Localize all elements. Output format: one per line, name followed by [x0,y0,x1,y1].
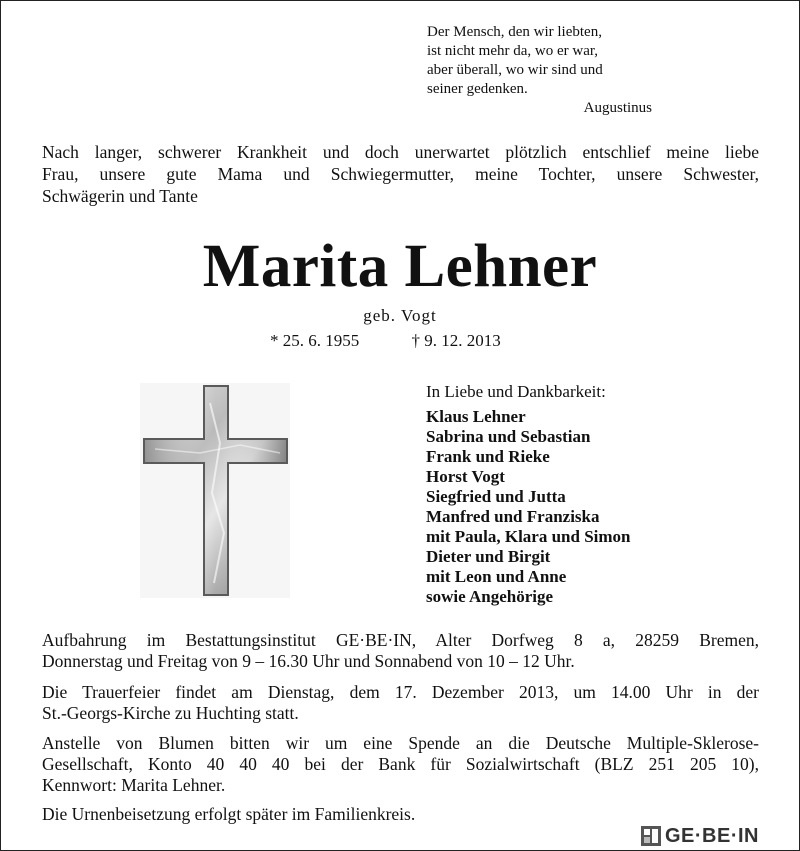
epigraph-quote [427,23,707,118]
mourner-name: Manfred und Franziska [426,507,600,526]
birth-date: * 25. 6. 1955 [270,331,360,350]
death-date: † 9. 12. 2013 [411,331,501,350]
paragraph-line: Die Trauerfeier findet am Dienstag, dem 17. Dezember 2013, um 14.00 Uhr in der [42,682,759,702]
paragraph-line: St.-Georgs-Kirche zu Huchting statt. [42,703,299,723]
viewing-paragraph [42,630,759,672]
paragraph-line: Gesellschaft, Konto 40 40 40 bei der Bank für Sozialwirtschaft (BLZ 251 205 10), [42,754,759,774]
quote-line: aber überall, wo wir sind und [427,62,603,78]
deceased-name: Marita Lehner [202,233,598,300]
service-paragraph [42,682,759,724]
logo-mark-icon [641,826,661,846]
mourner-name: Horst Vogt [426,467,505,486]
paragraph-line: Aufbahrung im Bestattungsinstitut GE·BE·IN, Alter Dorfweg 8 a, 28259 Bremen, [42,630,759,650]
mourner-name: mit Leon und Anne [426,567,567,586]
mourner-name: Frank und Rieke [426,447,550,466]
quote-line: Der Mensch, den wir liebten, [427,24,602,40]
paragraph-line: Anstelle von Blumen bitten wir um eine Spende an die Deutsche Multiple-Sklerose- [42,733,759,753]
quote-line: ist nicht mehr da, wo er war, [427,43,599,59]
intro-text [42,141,759,207]
intro-line: Frau, unsere gute Mama und Schwiegermutter, meine Tochter, unsere Schwester, [42,164,759,184]
mourners-list [426,382,631,607]
intro-line: Schwägerin und Tante [42,186,198,206]
quote-author: Augustinus [583,100,652,116]
funeral-home-logo [641,824,759,848]
paragraph-line: Donnerstag und Freitag von 9 – 16.30 Uhr und Sonnabend von 10 – 12 Uhr. [42,651,575,671]
donation-paragraph [42,733,759,796]
mourner-name: Siegfried und Jutta [426,487,566,506]
paragraph-line: Die Urnenbeisetzung erfolgt später im Familienkreis. [42,804,416,824]
logo-text: GE·BE·IN [665,824,759,847]
mourner-name: Dieter und Birgit [426,547,551,566]
mourner-name: mit Paula, Klara und Simon [426,527,631,546]
mourner-name: sowie Angehörige [426,587,554,606]
intro-line: Nach langer, schwerer Krankheit und doch unerwartet plötzlich entschlief meine liebe [42,142,759,162]
burial-paragraph [42,804,759,825]
cross-icon [140,383,290,598]
life-dates [270,331,501,351]
quote-line: seiner gedenken. [427,81,528,97]
mourners-lead: In Liebe und Dankbarkeit: [426,382,606,401]
mourner-name: Klaus Lehner [426,407,526,426]
mourner-name: Sabrina und Sebastian [426,427,591,446]
paragraph-line: Kennwort: Marita Lehner. [42,775,226,795]
maiden-name: geb. Vogt [363,306,437,325]
